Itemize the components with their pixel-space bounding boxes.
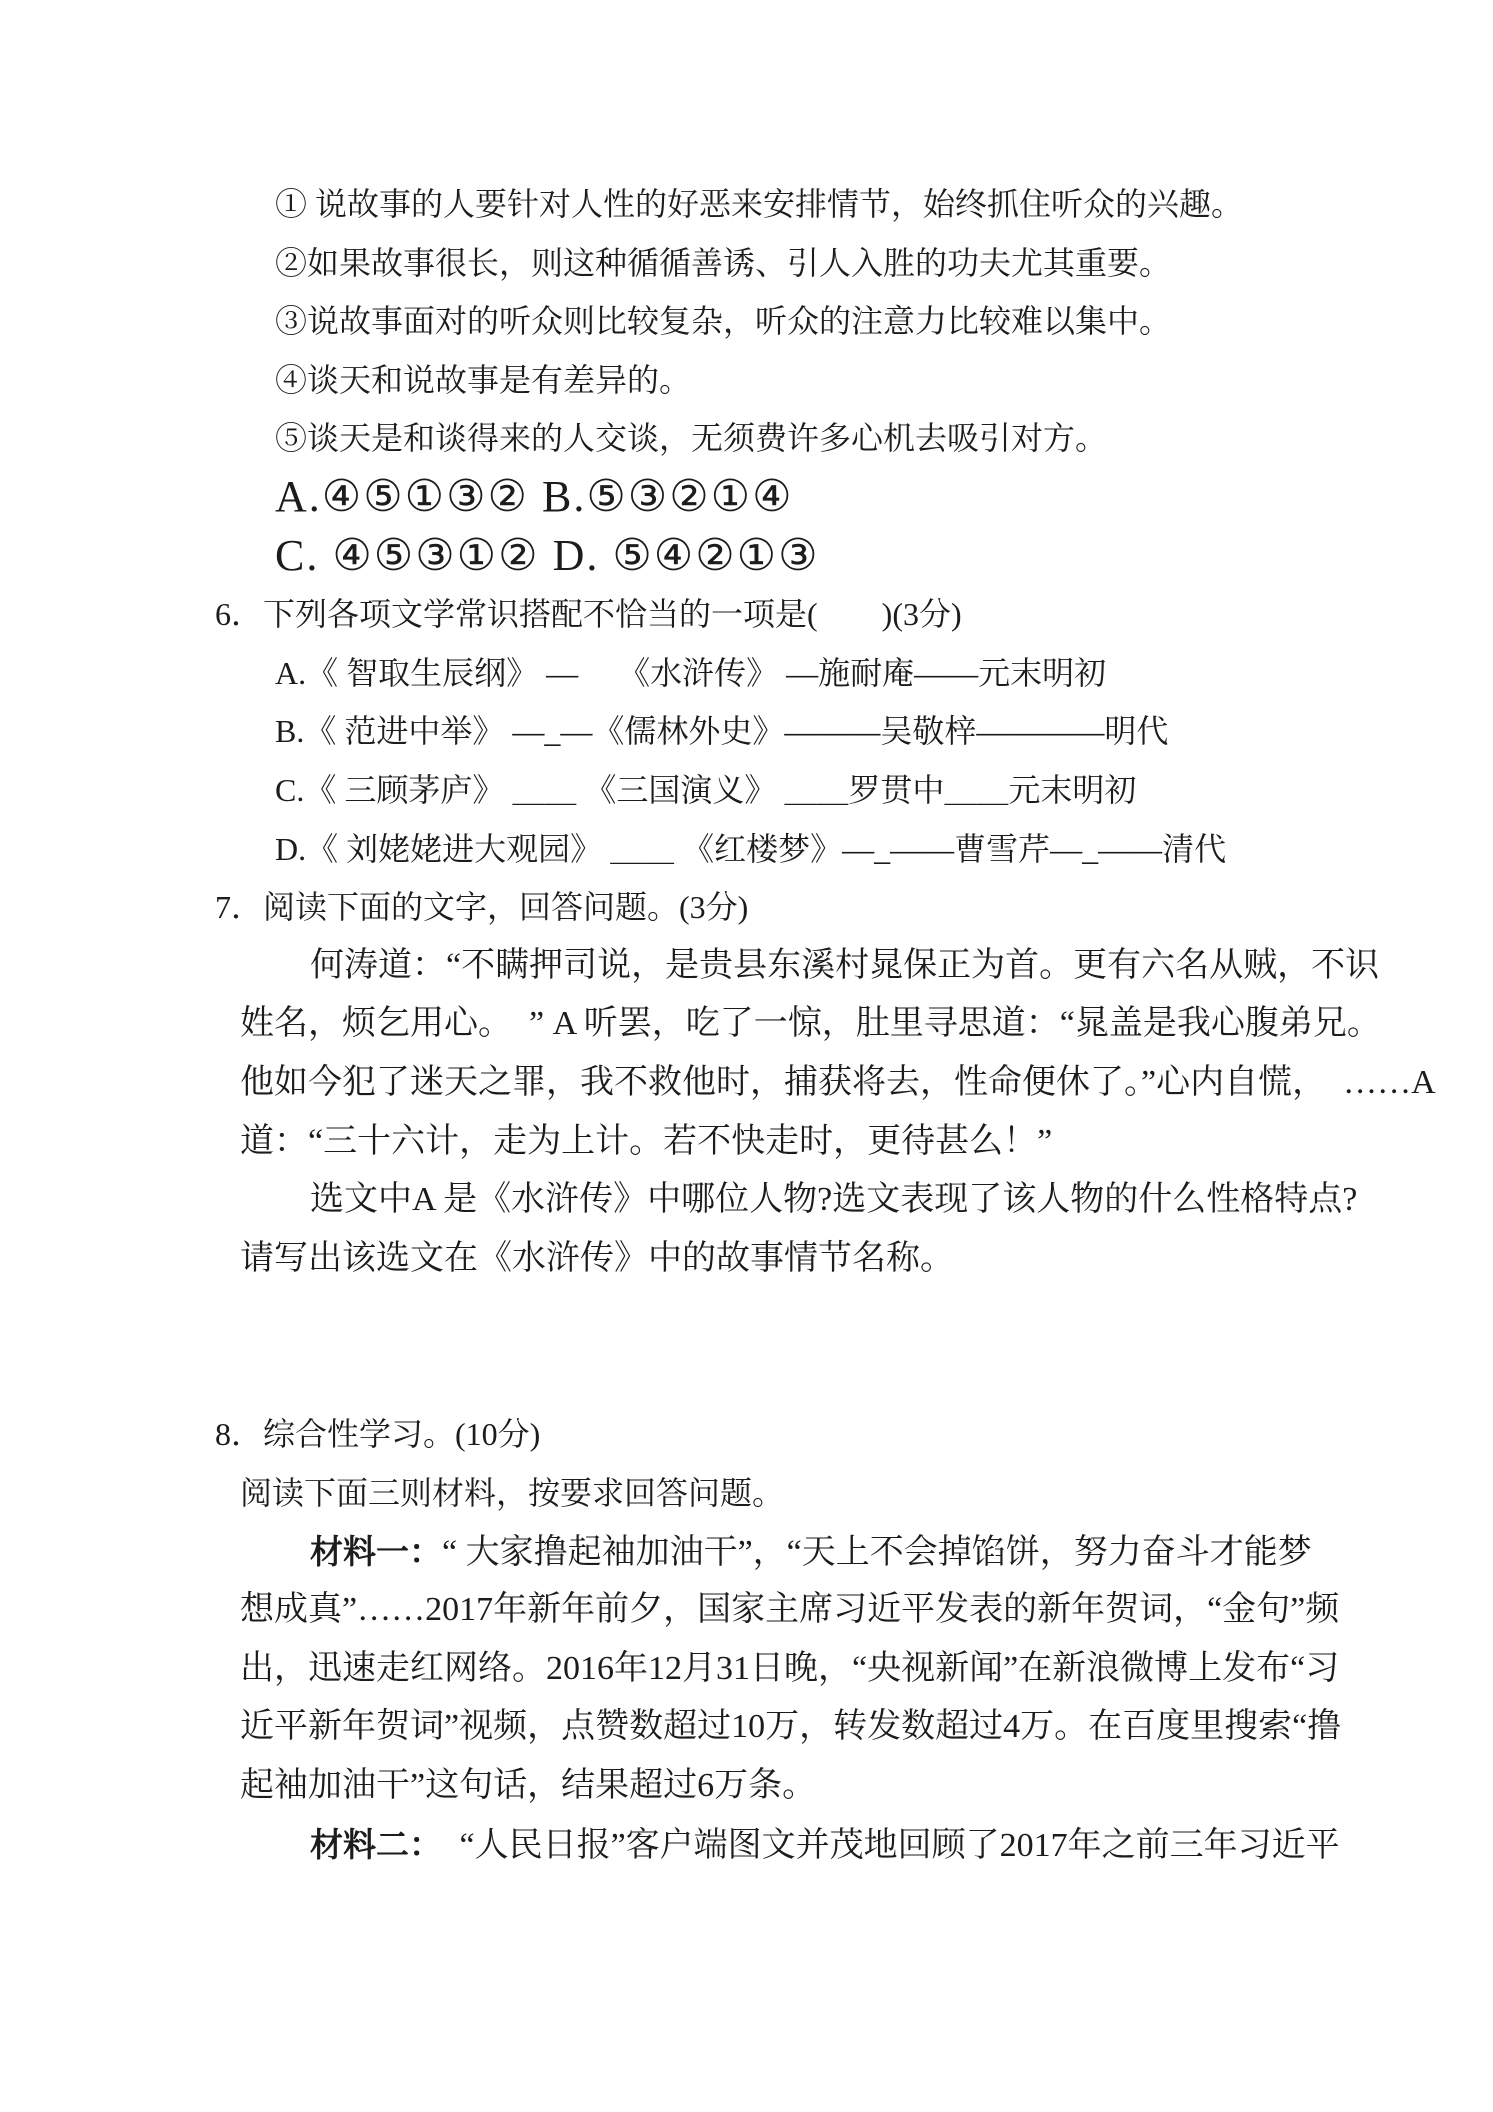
sort-options-row-cd: C. ④⑤③①② D. ⑤④②①③ [275,530,820,580]
question-7-prompt-line-1: 选文中A 是《水浒传》中哪位人物?选文表现了该人物的什么性格特点? [310,1181,1358,1219]
sort-item-3: ③说故事面对的听众则比较复杂，听众的注意力比较难以集中。 [275,303,1172,340]
question-8-intro: 阅读下面三则材料，按要求回答问题。 [240,1475,785,1512]
question-7-prompt-line-2: 请写出该选文在《水浒传》中的故事情节名称。 [240,1239,954,1277]
question-7-header: 7．阅读下面的文字，回答问题。(3分) [215,889,749,926]
question-7-passage-line-3: 他如今犯了迷天之罪，我不救他时，捕获将去，性命便休了。”心内自慌， ……A [240,1063,1436,1101]
sort-item-2: ②如果故事很长，则这种循循善诱、引人入胜的功夫尤其重要。 [275,244,1172,281]
sort-item-1: ① 说故事的人要针对人性的好恶来安排情节，始终抓住听众的兴趣。 [275,186,1244,222]
sort-options-row-ab: A.④⑤①③② B.⑤③②①④ [275,471,794,521]
material-1-line-2: 想成真”……2017年新年前夕，国家主席习近平发表的新年贺词，“金句”频 [240,1591,1340,1629]
answer-space [0,1288,1493,1347]
sort-item-4: ④谈天和说故事是有差异的。 [275,361,692,398]
question-7-passage-line-2: 姓名，烦乞用心。 ” A 听罢，吃了一惊，肚里寻思道：“晁盖是我心腹弟兄。 [240,1005,1381,1043]
question-6-option-d: D.《 刘姥姥进大观园》 ＿＿ 《红楼梦》—_——曹雪芹—_——清代 [275,830,1227,867]
material-2-text: “人民日报”客户端图文并茂地回顾了2017年之前三年习近平 [425,1826,1340,1864]
material-1-text: “ 大家撸起袖加油干”，“天上不会掉馅饼，努力奋斗才能梦 [442,1533,1312,1571]
question-7-passage-line-4: 道：“三十六计，走为上计。若不快走时，更待甚么！” [240,1122,1053,1160]
question-8-header: 8．综合性学习。(10分) [215,1416,541,1453]
material-1-line-4: 近平新年贺词”视频，点赞数超过10万，转发数超过4万。在百度里搜索“撸 [240,1708,1342,1746]
material-1-line-5: 起袖加油干”这句话，结果超过6万条。 [240,1767,817,1805]
material-1-label: 材料一： [310,1532,442,1570]
question-6-option-b: B.《 范进中举》 —_—《儒林外史》———吴敬梓————明代 [275,713,1169,750]
material-1-line-1 [310,1523,1493,1582]
question-7-passage-line-1: 何涛道：“不瞒押司说，是贵县东溪村晁保正为首。更有六名从贼，不识 [310,946,1380,984]
answer-space [0,1347,1493,1406]
question-6-header: 6．下列各项文学常识搭配不恰当的一项是( )(3分) [215,596,962,633]
question-6-option-c: C.《 三顾茅庐》 ＿＿ 《三国演义》 ＿＿罗贯中＿＿元末明初 [275,771,1137,808]
material-2-label: 材料二： [310,1825,426,1863]
material-1-line-3: 出，迅速走红网络。2016年12月31日晚，“央视新闻”在新浪微博上发布“习 [240,1649,1340,1687]
material-2-line-1 [310,1816,1493,1875]
sort-item-5: ⑤谈天是和谈得来的人交谈，无须费许多心机去吸引对方。 [275,420,1108,457]
question-6-option-a: A.《 智取生辰纲》 — 《水浒传》 —施耐庵——元末明初 [275,654,1107,691]
